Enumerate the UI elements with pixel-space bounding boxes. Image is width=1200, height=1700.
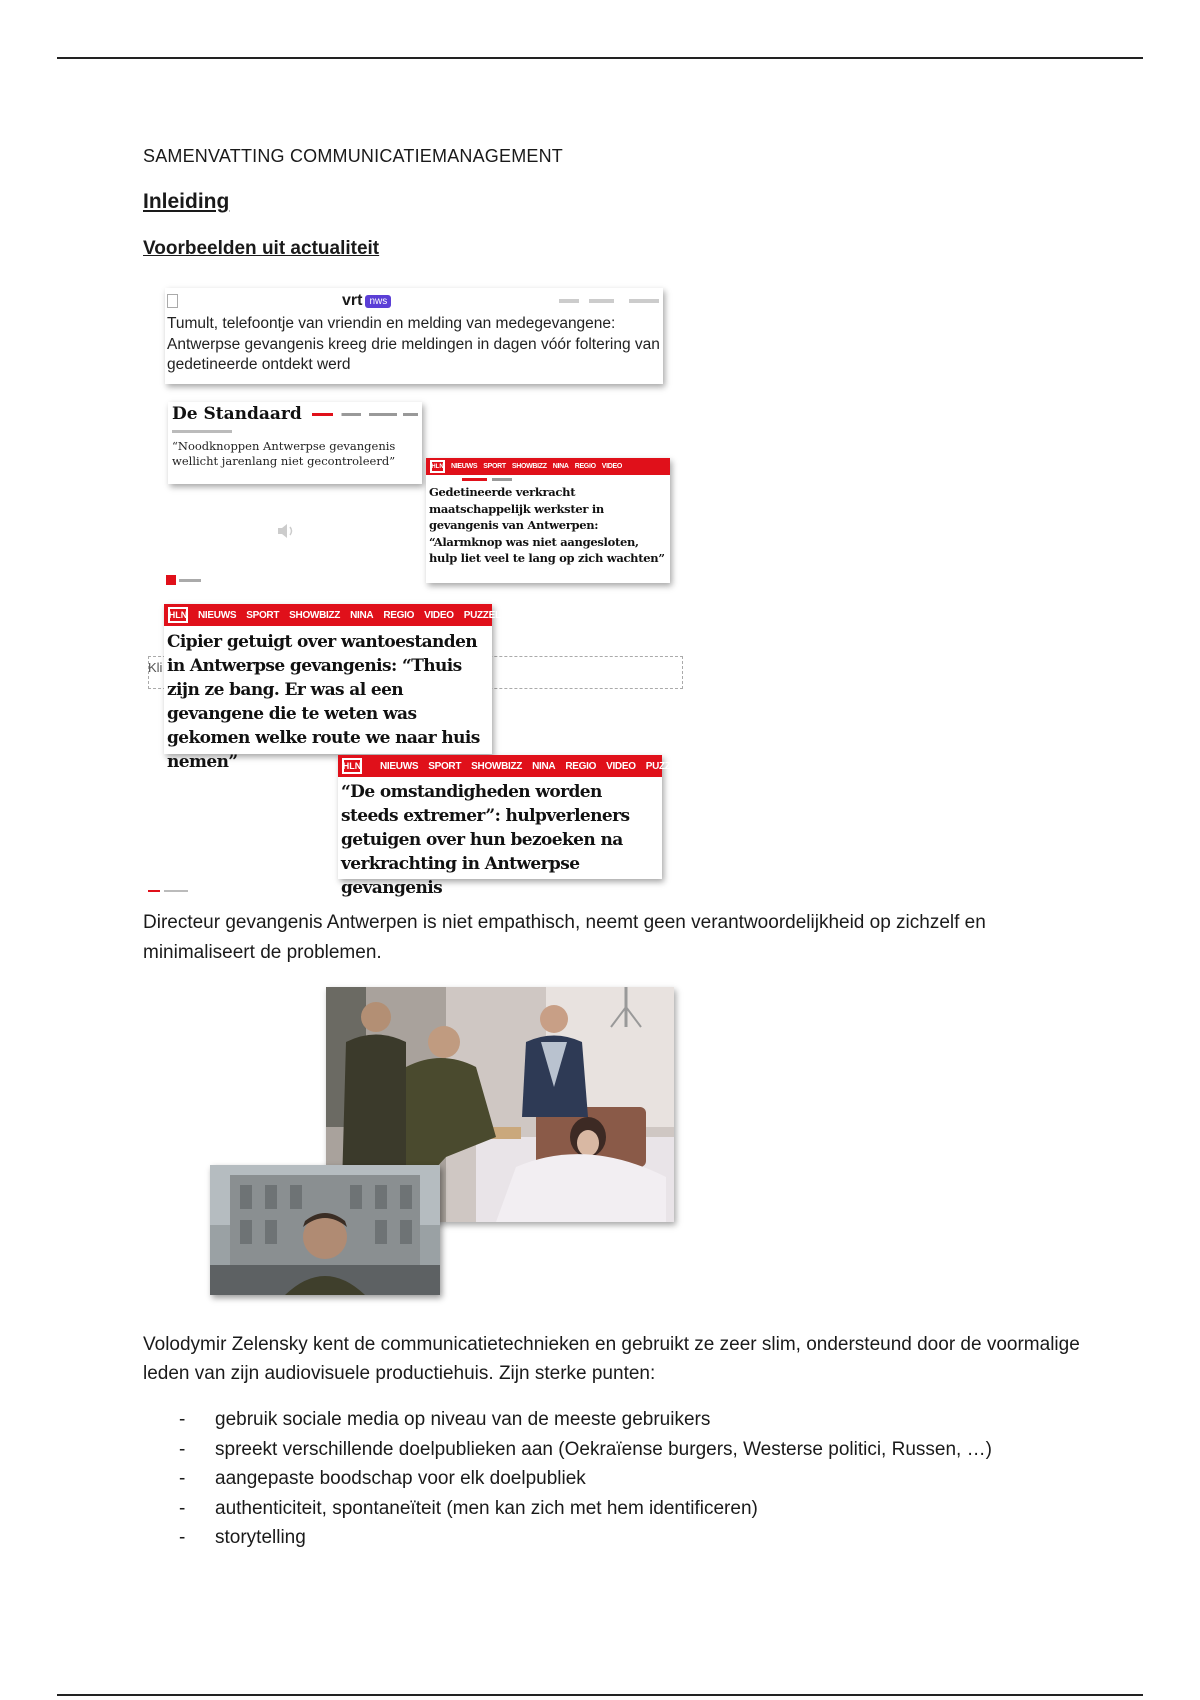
hln-nav-item[interactable]: PUZZEL: [645, 760, 683, 772]
clipping-vrt: [165, 288, 663, 384]
hln-logo: HLN: [342, 758, 362, 774]
speaker-icon: [276, 522, 296, 545]
hln-nav-item[interactable]: SPORT: [483, 463, 506, 470]
clipping-hln-2: [164, 604, 501, 772]
list-item: [143, 1494, 992, 1524]
hln-2-headline: Cipier getuigt over wantoestanden in Antwerpse gevangenis: “Thuis zijn ze bang. Er was al een gevangene die te weten was gekomen welke route we naar huis nemen”: [167, 632, 480, 772]
bullet-marker: -: [179, 1527, 186, 1548]
small-red-mark: [148, 890, 188, 892]
list-item-text: storytelling: [215, 1527, 306, 1548]
hln-nav-item[interactable]: SPORT: [246, 609, 280, 621]
standaard-tag: [172, 430, 232, 433]
hln-nav-item[interactable]: SHOWBIZZ: [511, 463, 547, 470]
paragraph-directeur: Directeur gevangenis Antwerpen is niet empathisch, neemt geen verantwoordelijkheid op zichzelf en minimaliseert de problemen.: [143, 912, 986, 963]
clipping-hln-3: [338, 755, 683, 898]
list-item-text: aangepaste boodschap voor elk doelpubliek: [215, 1468, 586, 1489]
bullet-marker: -: [179, 1438, 186, 1460]
hln-nav-item[interactable]: NIEUWS: [380, 760, 419, 772]
standaard-logo: De Standaard: [172, 404, 302, 424]
top-rule: [57, 57, 1143, 59]
clipping-hln-1: [426, 458, 670, 583]
standaard-headline: “Noodknoppen Antwerpse gevangenis wellicht jarenlang niet gecontroleerd”: [172, 439, 396, 468]
vrt-headline: Tumult, telefoontje van vriendin en melding van medegevangene: Antwerpse gevangenis kreeg drie meldingen in dagen vóór foltering van gedetineerde ontdekt werd: [167, 315, 660, 373]
hln-nav-item[interactable]: NINA: [552, 463, 569, 470]
hln-3-headline: “De omstandigheden worden steeds extremer”: hulpverleners getuigen over hun bezoeken na verkrachting in Antwerpse gevangenis: [341, 782, 630, 898]
heading-voorbeelden: Voorbeelden uit actualiteit: [143, 238, 380, 259]
strengths-list: [143, 1405, 992, 1553]
hln-nav-item[interactable]: NIEUWS: [451, 463, 478, 470]
menu-icon: [167, 294, 178, 308]
bullet-marker: -: [179, 1468, 186, 1489]
hln-1-headline: Gedetineerde verkracht maatschappelijk werkster in gevangenis van Antwerpen: “Alarmknop was niet aangesloten, hulp liet veel te lang op zich wachten”: [429, 485, 665, 565]
hln-logo: HLN: [430, 460, 445, 473]
vrt-logo: vrt: [342, 292, 363, 309]
bottom-rule: [57, 1694, 1143, 1696]
bullet-marker: -: [179, 1409, 186, 1430]
bullet-marker: -: [179, 1497, 186, 1519]
clipping-standaard: [168, 402, 422, 484]
hln-nav-item[interactable]: NINA: [350, 609, 374, 621]
hln-1-tag: [462, 478, 512, 481]
hln-nav-item[interactable]: SHOWBIZZ: [471, 760, 523, 772]
hln-nav-item[interactable]: REGIO: [383, 609, 415, 621]
standaard-nav: [312, 413, 418, 416]
hln-nav-item[interactable]: PUZZEL: [463, 609, 501, 621]
nws-badge: nws: [365, 295, 391, 308]
hln-nav-item[interactable]: VIDEO: [424, 609, 454, 621]
hln-nav-item[interactable]: NINA: [532, 760, 556, 772]
hln-logo: HLN: [168, 607, 188, 623]
hln-nav-item[interactable]: SHOWBIZZ: [289, 609, 341, 621]
hln-nav-item[interactable]: SPORT: [428, 760, 462, 772]
paragraph-zelensky: Volodymir Zelensky kent de communicatietechnieken en gebruikt ze zeer slim, ondersteund door de voormalige leden van zijn audiovisuele productiehuis. Zijn sterke punten:: [143, 1334, 1080, 1384]
list-item: [143, 1435, 992, 1465]
hln-nav-item[interactable]: REGIO: [574, 463, 596, 470]
hln-nav-item[interactable]: NIEUWS: [198, 609, 237, 621]
small-logo-mark: [166, 572, 202, 582]
photo-selfie-video: [210, 1165, 440, 1295]
list-item-text: gebruik sociale media op niveau van de meeste gebruikers: [215, 1409, 711, 1430]
hln-nav-item[interactable]: VIDEO: [606, 760, 636, 772]
hln-nav-item[interactable]: VIDEO: [601, 463, 623, 470]
stray-text: Kli: [148, 660, 163, 675]
hln-nav-item[interactable]: REGIO: [565, 760, 597, 772]
heading-inleiding: Inleiding: [143, 190, 230, 213]
document-title: SAMENVATTING COMMUNICATIEMANAGEMENT: [143, 146, 564, 166]
list-item-text: authenticiteit, spontaneïteit (men kan zich met hem identificeren): [215, 1497, 758, 1519]
list-item-text: spreekt verschillende doelpublieken aan (Oekraïense burgers, Westerse politici, Russen, …): [215, 1438, 992, 1460]
list-item: [143, 1405, 992, 1435]
list-item: [143, 1464, 992, 1494]
vrt-toolbar: [559, 299, 659, 303]
list-item: [143, 1523, 992, 1553]
